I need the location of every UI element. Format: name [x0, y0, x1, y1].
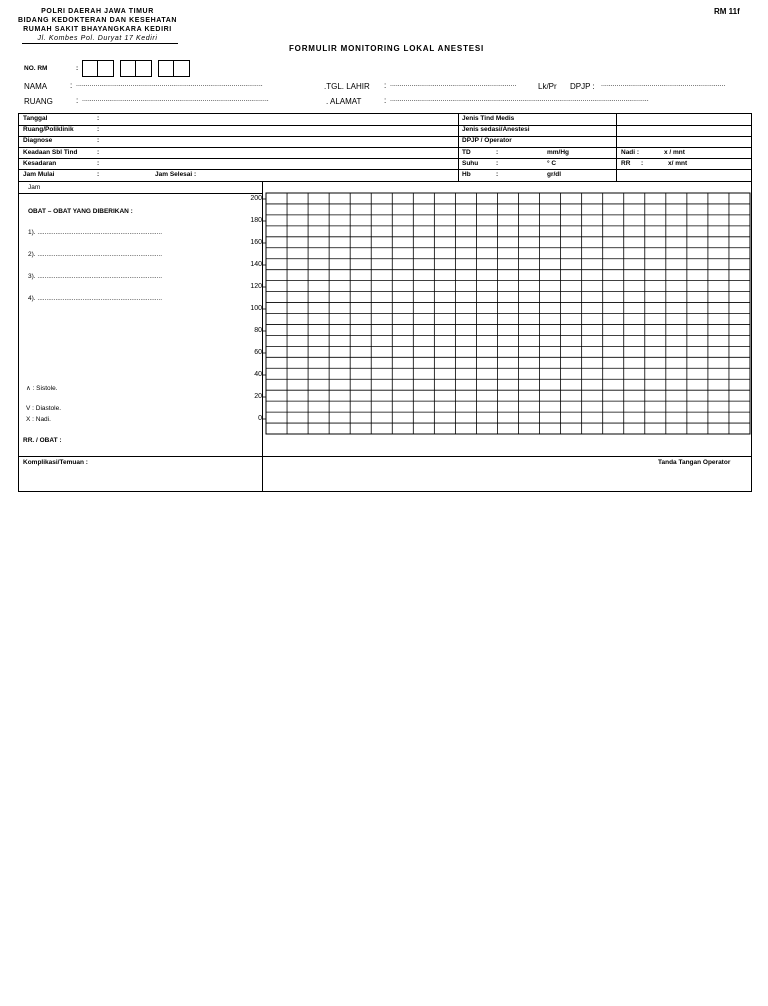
- nama-colon: :: [70, 81, 73, 90]
- rr-unit: x/ mnt: [668, 160, 688, 167]
- y-tick-label: 40: [254, 371, 262, 378]
- jam-selesai-label: Jam Selesai :: [155, 171, 197, 178]
- jam-mulai-colon: :: [97, 171, 100, 178]
- alamat-colon: :: [384, 96, 387, 105]
- y-tick-label: 20: [254, 393, 262, 400]
- org-line-1: POLRI DAERAH JAWA TIMUR: [41, 8, 154, 15]
- y-tick-label: 100: [250, 305, 262, 312]
- form-title: FORMULIR MONITORING LOKAL ANESTESI: [289, 44, 485, 53]
- y-tick-label: 160: [250, 239, 262, 246]
- dpjp-operator-label: DPJP / Operator: [462, 137, 512, 144]
- tgl-lahir-field[interactable]: .................................................................: [390, 81, 517, 88]
- legend-sistole: ∧ : Sistole.: [26, 385, 58, 392]
- ruang-poli-label: Ruang/Poliklinik: [23, 126, 74, 133]
- jam-label: Jam: [28, 184, 41, 191]
- org-line-2: BIDANG KEDOKTERAN DAN KESEHATAN: [17, 17, 178, 24]
- obat-item-2[interactable]: 2). .....................................................................: [28, 251, 162, 258]
- obat-item-1[interactable]: 1). .....................................................................: [28, 229, 162, 236]
- lk-pr-label: Lk/Pr: [538, 82, 557, 91]
- suhu-unit: ° C: [547, 160, 557, 167]
- td-colon: :: [496, 149, 499, 156]
- org-address: Jl. Kombes Pol. Duryat 17 Kediri: [37, 35, 158, 42]
- org-line-3: RUMAH SAKIT BHAYANGKARA KEDIRI: [23, 26, 172, 33]
- no-rm-label: NO. RM: [24, 65, 48, 72]
- y-tick-label: 60: [254, 349, 262, 356]
- diagnose-colon: :: [97, 137, 100, 144]
- jam-mulai-label: Jam Mulai: [23, 171, 55, 178]
- form-code: RM 11f: [714, 7, 740, 16]
- diagnose-label: Diagnose: [23, 137, 53, 144]
- dpjp-label: DPJP :: [570, 82, 595, 91]
- dpjp-field[interactable]: ................................................................: [601, 81, 726, 88]
- hb-colon: :: [496, 171, 499, 178]
- nadi-unit: x / mnt: [664, 149, 685, 156]
- rr-label: RR: [621, 160, 631, 167]
- obat-title: OBAT – OBAT YANG DIBERIKAN :: [28, 208, 133, 215]
- td-unit: mm/Hg: [547, 149, 570, 156]
- tgl-lahir-colon: :: [384, 81, 387, 90]
- tanggal-colon: :: [97, 115, 100, 122]
- jenis-tind-label: Jenis Tind Medis: [462, 115, 515, 122]
- hb-label: Hb: [462, 171, 471, 178]
- tanda-tangan-label: Tanda Tangan Operator: [658, 459, 731, 466]
- ruang-label: RUANG: [24, 97, 53, 106]
- tanggal-label: Tanggal: [23, 115, 48, 122]
- y-tick-label: 120: [250, 283, 262, 290]
- nama-field[interactable]: ................................................................................................: [76, 81, 263, 88]
- legend-diastole: V : Diastole.: [26, 405, 62, 412]
- ruang-colon: :: [76, 96, 79, 105]
- nadi-label: Nadi :: [621, 149, 640, 156]
- obat-item-3[interactable]: 3). .....................................................................: [28, 273, 162, 280]
- suhu-colon: :: [496, 160, 499, 167]
- kesadaran-colon: :: [97, 160, 100, 167]
- suhu-label: Suhu: [462, 160, 479, 167]
- td-label: TD: [462, 149, 471, 156]
- rr-colon: :: [641, 160, 644, 167]
- nama-label: NAMA: [24, 82, 48, 91]
- y-tick-label: 80: [254, 327, 262, 334]
- ruang-poli-colon: :: [97, 126, 100, 133]
- hb-unit: gr/dl: [547, 171, 562, 178]
- komplikasi-label: Komplikasi/Temuan :: [23, 459, 88, 466]
- rr-obat-label: RR. / OBAT :: [23, 437, 62, 444]
- kesadaran-label: Kesadaran: [23, 160, 57, 167]
- legend-nadi: X : Nadi.: [26, 416, 51, 423]
- y-tick-label: 140: [250, 261, 262, 268]
- y-tick-label: 200: [250, 195, 262, 202]
- jenis-sedasi-label: Jenis sedasi/Anestesi: [462, 126, 530, 133]
- ruang-field[interactable]: ................................................................................................: [82, 96, 269, 103]
- obat-item-4[interactable]: 4). .....................................................................: [28, 295, 162, 302]
- y-tick-label: 180: [250, 217, 262, 224]
- keadaan-colon: :: [97, 149, 100, 156]
- alamat-label: . ALAMAT: [326, 97, 362, 106]
- alamat-field[interactable]: .....................................................................................................................................: [390, 96, 649, 103]
- y-tick-label: 0: [258, 415, 262, 422]
- no-rm-colon: :: [76, 65, 79, 72]
- tgl-lahir-label: .TGL. LAHIR: [324, 82, 370, 91]
- keadaan-label: Keadaan Sbl Tind: [23, 149, 78, 156]
